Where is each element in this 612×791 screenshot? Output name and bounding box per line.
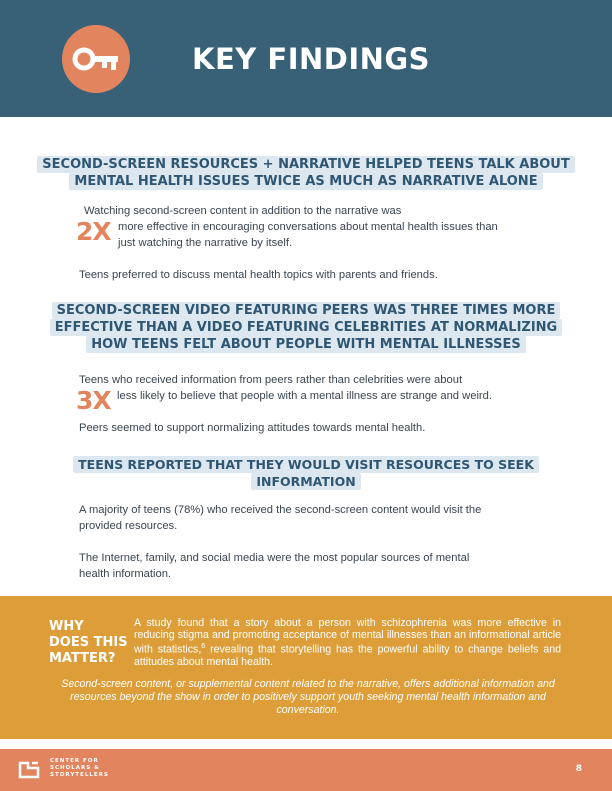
why-matters-panel <box>0 596 612 739</box>
page-footer <box>0 749 612 791</box>
section2-heading-line3: HOW TEENS FELT ABOUT PEOPLE WITH MENTAL ILLNESSES <box>86 336 526 353</box>
why-matters-text <box>134 617 561 668</box>
org-logo-icon <box>18 760 40 780</box>
why-title-line2: DOES THIS <box>49 635 128 650</box>
why-matters-title <box>49 619 129 667</box>
page-header <box>0 0 612 117</box>
key-icon-badge <box>62 25 130 93</box>
section3-heading-line2: INFORMATION <box>251 473 360 490</box>
why-title-line3: MATTER? <box>49 651 116 666</box>
page-number: 8 <box>575 764 582 774</box>
section1-heading-line2: MENTAL HEALTH ISSUES TWICE AS MUCH AS NARRATIVE ALONE <box>69 173 542 190</box>
section1-stat-line1: Watching second-screen content in addition to the narrative was <box>84 205 402 217</box>
section2-heading <box>0 302 612 353</box>
why-text-after: revealing that storytelling has the powerful ability to change beliefs and attitudes about mental health. <box>134 643 561 668</box>
why-matters-italic-note: Second-screen content, or supplemental content related to the narrative, offers additional information and resources beyond the show in order to positively support youth seeking mental health information and conversation. <box>61 678 555 716</box>
section3-para2-line2: health information. <box>79 568 172 580</box>
section2-note: Peers seemed to support normalizing attitudes towards mental health. <box>79 422 426 434</box>
section3-heading-line1: TEENS REPORTED THAT THEY WOULD VISIT RESOURCES TO SEEK <box>73 456 539 473</box>
section1-note: Teens preferred to discuss mental health topics with parents and friends. <box>79 269 438 281</box>
page-title: KEY FINDINGS <box>192 42 431 76</box>
citation-superscript: 6 <box>201 643 206 650</box>
section3-para1-line1: A majority of teens (78%) who received the second-screen content would visit the <box>79 504 482 516</box>
why-title-line1: WHY <box>49 619 84 634</box>
org-name-line3: STORYTELLERS <box>50 772 109 778</box>
section1-heading <box>0 156 612 190</box>
section3-heading <box>0 456 612 490</box>
section1-stat-line2: more effective in encouraging conversations about mental health issues than <box>118 221 498 233</box>
org-name-line2: SCHOLARS & <box>50 765 100 771</box>
org-name-line1: CENTER FOR <box>50 758 99 764</box>
section3-para1-line2: provided resources. <box>79 520 178 532</box>
section2-heading-line1: SECOND-SCREEN VIDEO FEATURING PEERS WAS THREE TIMES MORE <box>52 302 561 319</box>
section2-stat-line1: Teens who received information from peers rather than celebrities were about <box>79 374 463 386</box>
why-text-before: A study found that a story about a person with schizophrenia was more effective in reducing stigma and promoting acceptance of mental illnesses than an informational article with statistics, <box>134 617 561 656</box>
section3-para2-line1: The Internet, family, and social media were the most popular sources of mental <box>79 552 470 564</box>
section2-stat-line2: less likely to believe that people with a mental illness are strange and weird. <box>117 390 492 402</box>
section1-stat-line3: just watching the narrative by itself. <box>118 237 293 249</box>
key-icon <box>72 45 120 73</box>
section2-stat-number: 3X <box>76 386 111 415</box>
section1-heading-line1: SECOND-SCREEN RESOURCES + NARRATIVE HELPED TEENS TALK ABOUT <box>37 156 574 173</box>
section1-stat-number: 2X <box>76 217 111 246</box>
org-name <box>50 758 109 779</box>
section2-heading-line2: EFFECTIVE THAN A VIDEO FEATURING CELEBRITIES AT NORMALIZING <box>50 319 562 336</box>
